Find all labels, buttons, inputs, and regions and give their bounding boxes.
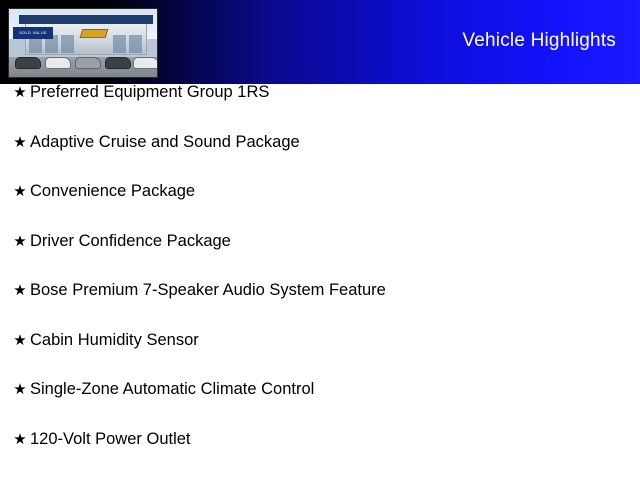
- star-icon: ★: [13, 133, 27, 151]
- star-icon: ★: [13, 84, 27, 101]
- list-item: [0, 431, 640, 480]
- photo-car: [45, 57, 71, 69]
- list-item-label: Adaptive Cruise and Sound Package: [30, 132, 300, 151]
- star-icon: ★: [13, 430, 27, 448]
- list-item-label: Driver Confidence Package: [30, 231, 231, 250]
- photo-car: [15, 57, 41, 69]
- list-item: [0, 282, 640, 332]
- list-item: [0, 183, 640, 233]
- dealership-photo: [8, 8, 158, 78]
- list-item-label: Single-Zone Automatic Climate Control: [30, 380, 315, 398]
- star-icon: ★: [13, 282, 27, 299]
- list-item-label: Preferred Equipment Group 1RS: [30, 83, 270, 101]
- photo-window: [113, 35, 126, 53]
- star-icon: ★: [13, 183, 27, 200]
- page-title: Vehicle Highlights: [462, 30, 616, 51]
- list-item: [0, 233, 640, 283]
- list-item-label: Convenience Package: [30, 182, 196, 200]
- highlights-list: [0, 84, 640, 480]
- list-item: [0, 332, 640, 382]
- photo-car: [105, 57, 131, 69]
- photo-window: [61, 35, 74, 53]
- list-item: [0, 381, 640, 431]
- star-icon: ★: [13, 331, 27, 349]
- photo-car: [133, 57, 158, 69]
- list-item: [0, 134, 640, 184]
- list-item-label: Bose Premium 7-Speaker Audio System Feature: [30, 281, 386, 299]
- photo-roofline: [19, 15, 153, 24]
- dealership-sign: SOLD VALUE: [13, 27, 53, 39]
- star-icon: ★: [13, 381, 27, 398]
- list-item-label: 120-Volt Power Outlet: [30, 429, 191, 448]
- list-item: [0, 84, 640, 134]
- photo-window: [129, 35, 142, 53]
- list-item-label: Cabin Humidity Sensor: [30, 330, 199, 349]
- star-icon: ★: [13, 232, 27, 250]
- photo-car: [75, 57, 101, 69]
- header-banner: [0, 0, 640, 84]
- chevrolet-bowtie-icon: [80, 29, 109, 38]
